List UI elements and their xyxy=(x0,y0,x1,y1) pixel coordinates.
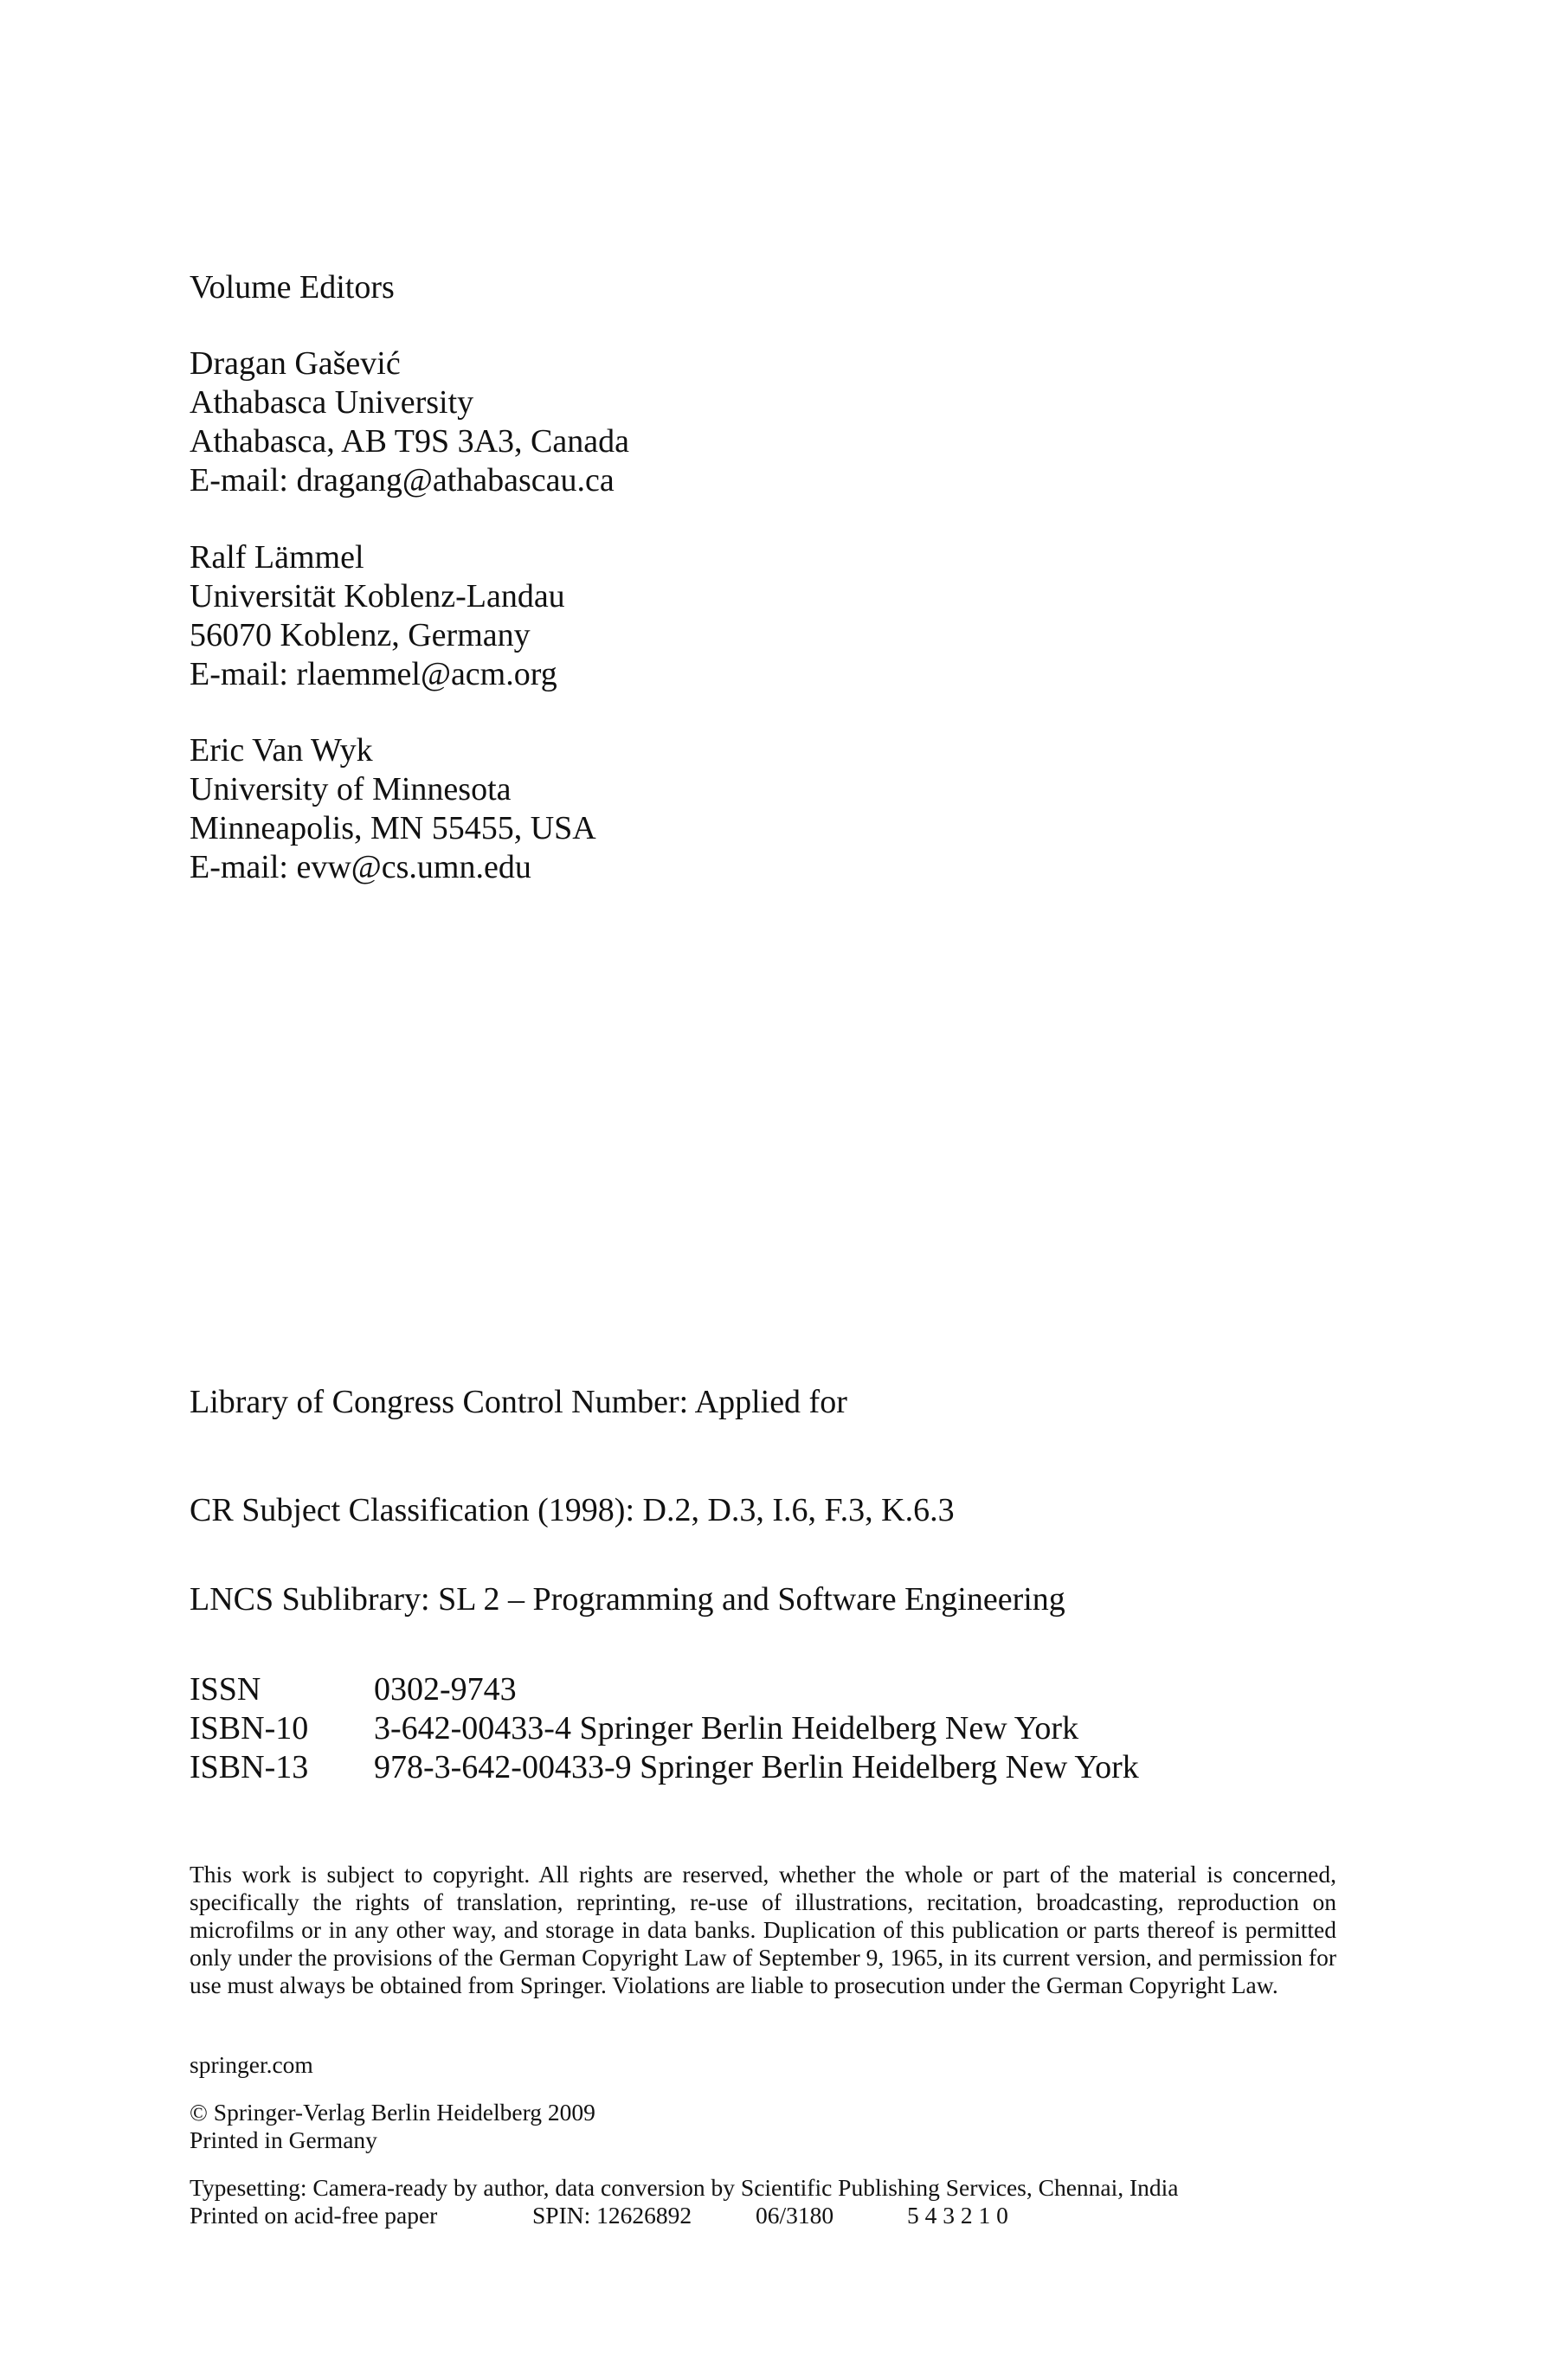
print-run: 5 4 3 2 1 0 xyxy=(907,2202,1008,2229)
identifier-value: 978-3-642-00433-9 Springer Berlin Heidelberg New York xyxy=(374,1749,1139,1785)
identifier-value: 0302-9743 xyxy=(374,1671,517,1708)
editor-block-1 xyxy=(190,344,629,500)
identifier-table xyxy=(190,1670,1139,1787)
volume-editors-heading: Volume Editors xyxy=(190,269,395,306)
editor-institution: Universität Koblenz-Landau xyxy=(190,578,565,614)
identifier-label: ISSN xyxy=(190,1671,261,1708)
print-code: 06/3180 xyxy=(756,2202,834,2229)
editor-email: E-mail: rlaemmel@acm.org xyxy=(190,656,557,692)
isbn10-row xyxy=(190,1709,1139,1748)
editor-address: Athabasca, AB T9S 3A3, Canada xyxy=(190,423,629,460)
editor-address: Minneapolis, MN 55455, USA xyxy=(190,810,596,846)
copyright-notice: This work is subject to copyright. All rights are reserved, whether the whole or part of the material is concerned, specifically the rights of translation, reprinting, re-use of illustrations, recitation, broadcasting, reproduction on microfilms or in any other way, and storage in data banks. Duplication of this publication or parts thereof is permitted only under the provisions of the German Copyright Law of September 9, 1965, in its current version, and permission for use must always be obtained from Springer. Violations are liable to prosecution under the German Copyright Law. xyxy=(190,1861,1336,1998)
editor-name: Dragan Gašević xyxy=(190,345,401,382)
print-details-row xyxy=(190,2202,1336,2229)
identifier-label: ISBN-13 xyxy=(190,1749,309,1785)
editor-address: 56070 Koblenz, Germany xyxy=(190,617,531,653)
lncs-sublibrary: LNCS Sublibrary: SL 2 – Programming and Software Engineering xyxy=(190,1581,1065,1618)
typesetting-line: Typesetting: Camera-ready by author, data conversion by Scientific Publishing Services, Chennai, India xyxy=(190,2174,1179,2201)
editor-institution: Athabasca University xyxy=(190,384,474,421)
issn-row xyxy=(190,1670,1139,1709)
editor-name: Ralf Lämmel xyxy=(190,539,364,576)
paper-note: Printed on acid-free paper xyxy=(190,2202,438,2229)
spin-number: SPIN: 12626892 xyxy=(532,2202,692,2229)
loc-control-number: Library of Congress Control Number: Applied for xyxy=(190,1384,847,1420)
editor-block-2 xyxy=(190,538,565,694)
editor-email: E-mail: evw@cs.umn.edu xyxy=(190,849,531,885)
identifier-label: ISBN-10 xyxy=(190,1710,309,1746)
editor-institution: University of Minnesota xyxy=(190,771,512,807)
typesetting-block xyxy=(190,2174,1336,2229)
editor-name: Eric Van Wyk xyxy=(190,732,373,769)
cr-subject-classification: CR Subject Classification (1998): D.2, D.3, I.6, F.3, K.6.3 xyxy=(190,1492,955,1528)
isbn13-row xyxy=(190,1748,1139,1787)
publisher-website: springer.com xyxy=(190,2051,313,2078)
editor-block-3 xyxy=(190,731,596,887)
copyright-block xyxy=(190,2099,595,2154)
printed-in: Printed in Germany xyxy=(190,2126,377,2153)
editor-email: E-mail: dragang@athabascau.ca xyxy=(190,462,615,499)
copyright-line: © Springer-Verlag Berlin Heidelberg 2009 xyxy=(190,2099,595,2126)
identifier-value: 3-642-00433-4 Springer Berlin Heidelberg New York xyxy=(374,1710,1079,1746)
